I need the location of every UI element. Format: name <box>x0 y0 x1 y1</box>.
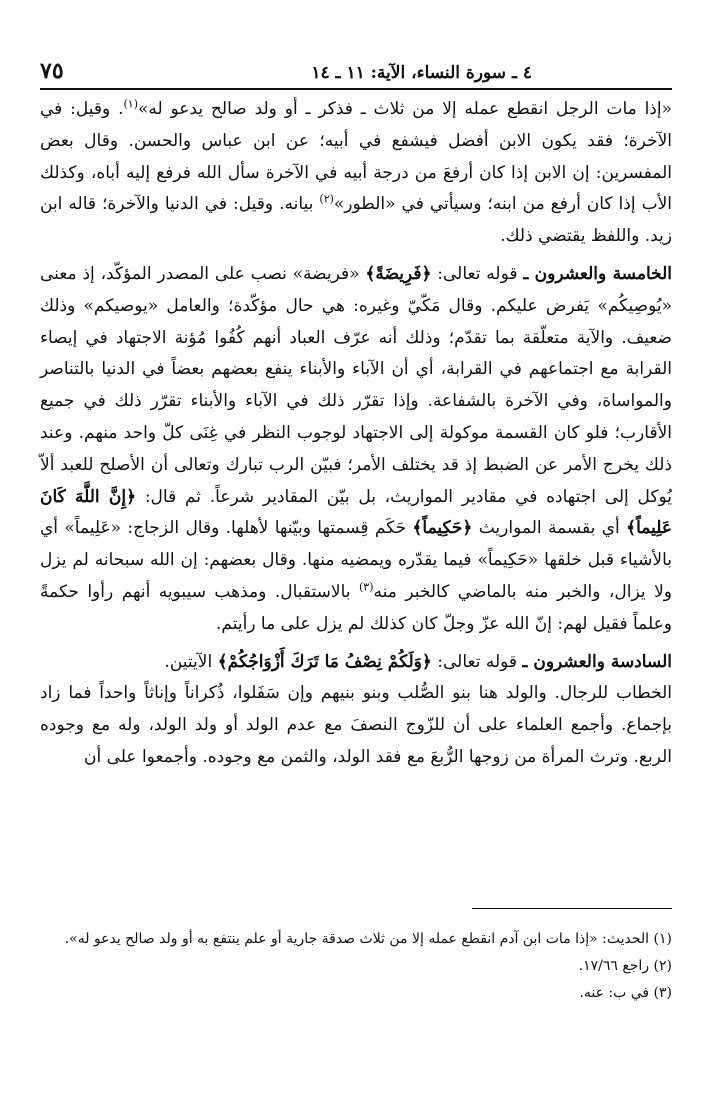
main-text <box>40 94 672 774</box>
section-26-body: الخطاب للرجال. والولد هنا بنو الصُّلب وبنو بنيهم وإن سَفَلوا، ذُكراناً وإناثاً واحداً فما زاد بإجماع. وأجمع العلماء على أن للزّوج النصفَ مع عدم الولد أو ولد الولد، وله مع وجوده الربع. وترث المرأة من زوجها الرُّبعَ مع فقد الولد، والثمن مع وجوده. وأجمعوا على أن <box>40 683 672 767</box>
section-25-text-2: أي بقسمة المواريث <box>472 518 627 539</box>
footnote-3: (٣) في ب: عنه. <box>579 985 672 1001</box>
footnote-ref-2: (٢) <box>319 192 334 206</box>
section-26-lead: قوله تعالى: <box>431 651 523 672</box>
footnote-ref-3: (٣) <box>358 580 374 594</box>
quran-verse: ﴿حَكِيماً﴾ <box>412 518 473 539</box>
section-25-title: الخامسة والعشرون ـ <box>523 263 673 284</box>
footnotes <box>40 926 672 1007</box>
paragraph-1-text: . وقيل: في الآخرة؛ فقد يكون الابن أفضل فيشفع في أبيه؛ عن ابن عباس والحسن. وقال بعض المفسرين: إن الابن إذا كان أرفعَ من درجة أبيه في الآخرة سأل الله فرفع إليه أباه، وكذلك الأب إذا كان أرفع من ابنه؛ وسيأتي في «الطور» <box>40 99 672 215</box>
section-25 <box>40 259 672 641</box>
paragraph-1-end: بيانه. وقيل: في الدنيا والآخرة؛ قاله ابن زيد. واللفظ يقتضي ذلك. <box>40 194 672 247</box>
footnote-2: (٢) راجع ١٧/٦٦. <box>578 958 672 974</box>
page-number: ٧٥ <box>40 58 64 84</box>
section-26-heading <box>40 647 672 679</box>
section-25-text-4: بالاستقبال. ومذهب سيبويه أنهم رأوا حكمةً وعلماً فقيل لهم: إنّ الله عزّ وجلّ كان كذلك لم يزل على ما رأيتم. <box>40 581 672 634</box>
footnote-divider <box>472 908 672 909</box>
hadith-quote: «إذا مات الرجل انقطع عمله إلا من ثلاث ـ فذكر ـ أو ولد صالح يدعو له» <box>137 99 672 119</box>
section-26-title: السادسة والعشرون ـ <box>522 651 672 672</box>
section-25-text-3: حَكَم قِسمتها وبيّنها لأهلها. وقال الزجاج: «عَلِيماً» أي بالأشياء قبل خلقها «حَكِيماً» فيما يقدّره ويمضيه منها. وقال بعضهم: إن الله سبحانه لم يزل ولا يزال، والخبر منه بالماضي كالخبر منه <box>40 518 673 602</box>
paragraph-1 <box>40 94 672 253</box>
section-26-tail: الآيتين. <box>164 651 218 672</box>
footnote-ref-1: (١) <box>123 97 138 111</box>
quran-verse: ﴿فَرِيضَةً﴾ <box>365 263 432 284</box>
page-header <box>40 52 672 90</box>
section-25-text: «فريضة» نصب على المصدر المؤكّد، إذ معنى «يُوصِيكُم» يَفرض عليكم. وقال مَكّيّ وغيره: هي حال مؤكّدة؛ والعامل «يوصيكم» وذلك ضعيف. والآية متعلّقة بما تقدّم؛ وذلك أنه عرّف العباد أنهم كُفُوا مُؤنة الاجتهاد في إيصاء القرابة مع اجتماعهم في القرابة، أي أن الآباء والأبناء ينفع بعضهم بعضاً في الدنيا بالتناصر والمواساة، وفي الآخرة بالشفاعة. وإذا تقرّر ذلك في الآباء والأبناء تقرّر ذلك في جميع الأقارب؛ فلو كان القسمة موكولة إلى الاجتهاد لوجوب النظر في غِنَى كلّ واحد منهم. وعند ذلك يخرج الأمر عن الضبط إذ قد يختلف الأمر؛ فبيّن الرب تبارك وتعالى أن الأصلح للعبد ألاّ يُوكل إلى اجتهاده في مقادير المواريث، بل بيّن المقادير شرعاً. ثم قال: <box>40 263 672 507</box>
running-title: ٤ ـ سورة النساء، الآية: ١١ ـ ١٤ <box>311 63 532 83</box>
section-25-lead: قوله تعالى: <box>431 263 524 284</box>
quran-verse: ﴿إِنَّ اللَّهَ كَانَ عَلِيماً﴾ <box>40 486 672 539</box>
quran-verse: ﴿وَلَكُمْ نِصْفُ مَا تَرَكَ أَزْوَاجُكُمْ﴾ <box>217 651 432 672</box>
footnote-1: (١) الحديث: «إذا مات ابن آدم انقطع عمله إلا من ثلاث صدقة جارية أو علم ينتفع به أو ولد صالح يدعو له». <box>64 931 672 947</box>
